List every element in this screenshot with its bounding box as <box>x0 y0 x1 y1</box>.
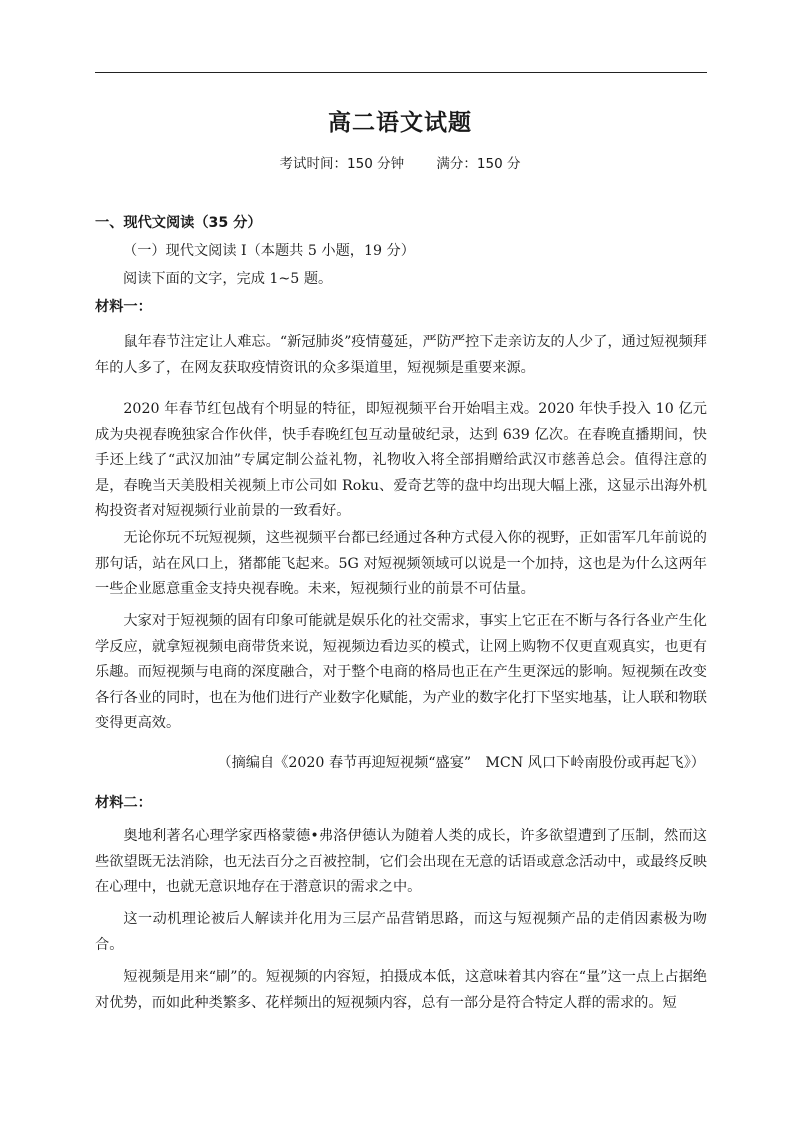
instruction-text: 阅读下面的文字，完成 1~5 题。 <box>123 271 333 287</box>
material-two-paragraph-1: 奥地利著名心理学家西格蒙德•弗洛伊德认为随着人类的成长，许多欲望遭到了压制，然而这些欲望既无法消除，也无法百分之百被控制，它们会出现在无意的话语或意念活动中，或最终反映在心理中，也就无意识地存在于潜意识的需求之中。 <box>95 828 707 895</box>
exam-time: 考试时间：150 分钟 <box>279 156 405 172</box>
material-one-paragraph-2: 2020 年春节红包战有个明显的特征，即短视频平台开始唱主戏。2020 年快手投入 10 亿元成为央视春晚独家合作伙伴，快手春晚红包互动量破纪录，达到 639 亿次。在春晚直播期间，快手还上线了“武汉加油”专属定制公益礼物，礼物收入将全部捐赠给武汉市慈善总会。值得注意的是，春晚当天美股相关视频上市公司如 Roku、爱奇艺等的盘中均出现大幅上涨，这显示出海外机构投资者对短视频行业前景的一致看好。 <box>95 401 707 519</box>
material-one-paragraph-3: 无论你玩不玩短视频，这些视频平台都已经通过各种方式侵入你的视野，正如雷军几年前说的那句话，站在风口上，猪都能飞起来。5G 对短视频领域可以说是一个加持，这也是为什么这两年一些企业愿意重金支持央视春晚。未来，短视频行业的前景不可估量。 <box>95 530 707 597</box>
section-subheading: （一）现代文阅读 I（本题共 5 小题，19 分） <box>123 243 415 259</box>
material-one-paragraph-1: 鼠年春节注定让人难忘。“新冠肺炎”疫情蔓延，严防严控下走亲访友的人少了，通过短视频拜年的人多了，在网友获取疫情资讯的众多渠道里，短视频是重要来源。 <box>95 334 707 376</box>
material-one-label: 材料一： <box>95 299 152 315</box>
top-rule-divider <box>95 72 707 73</box>
material-two-paragraph-2: 这一动机理论被后人解读并化用为三层产品营销思路，而这与短视频产品的走俏因素极为吻合。 <box>95 911 707 953</box>
exam-info <box>0 152 800 172</box>
material-one-source: （摘编自《2020 春节再迎短视频“盛宴” MCN 风口下岭南股份或再起飞》） <box>217 755 705 771</box>
section-heading: 一、现代文阅读（35 分） <box>95 215 262 231</box>
page-title: 高二语文试题 <box>328 110 472 136</box>
full-score: 满分：150 分 <box>436 156 521 172</box>
material-one-paragraph-4: 大家对于短视频的固有印象可能就是娱乐化的社交需求，事实上它正在不断与各行各业产生化学反应，就拿短视频电商带货来说，短视频边看边买的模式，让网上购物不仅更直观真实，也更有乐趣。而短视频与电商的深度融合，对于整个电商的格局也正在产生更深远的影响。短视频在改变各行各业的同时，也在为他们进行产业数字化赋能，为产业的数字化打下坚实地基，让人联和物联变得更高效。 <box>95 613 707 731</box>
material-two-paragraph-3: 短视频是用来“刷”的。短视频的内容短，拍摄成本低，这意味着其内容在“量”这一点上占据绝对优势，而如此种类繁多、花样频出的短视频内容，总有一部分是符合特定人群的需求的。短 <box>95 969 707 1011</box>
material-two-label: 材料二： <box>95 795 152 811</box>
